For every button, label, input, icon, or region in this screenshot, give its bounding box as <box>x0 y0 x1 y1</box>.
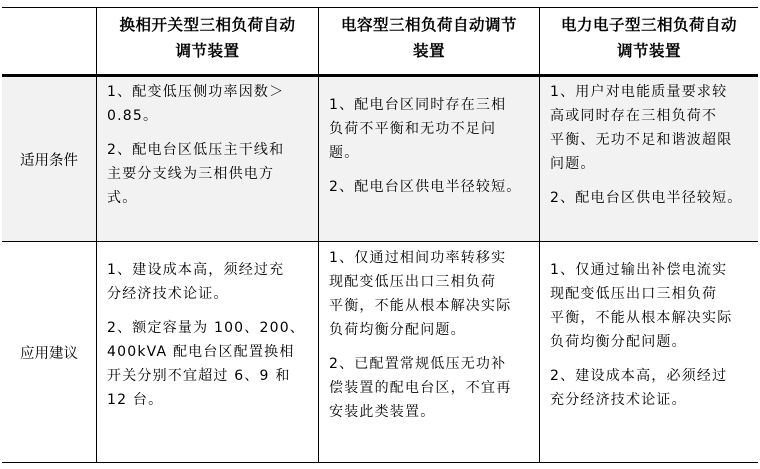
text-line: 1、配电台区同时存在三相 <box>329 97 507 113</box>
text-line: 1、仅通过相间功率转移实 <box>329 250 507 266</box>
paragraph <box>107 138 312 210</box>
text-line: 2、配电台区供电半径较短。 <box>550 190 743 206</box>
paragraph <box>329 246 533 342</box>
header-text-line: 装置 <box>412 42 445 60</box>
row-label-text: 应用建议 <box>20 345 78 362</box>
text-line: 分经济技术论证。 <box>107 286 229 302</box>
table-header-row <box>2 8 758 77</box>
header-text-line: 电容型三相负荷自动调节 <box>340 16 517 34</box>
text-line: 问题。 <box>550 156 596 172</box>
text-line: 现配变低压出口三相负荷 <box>550 286 718 302</box>
text-line: 题。 <box>329 145 360 161</box>
text-line: 1、仅通过输出补偿电流实 <box>550 262 728 278</box>
text-line: 式。 <box>107 190 138 206</box>
table-row-applicable-conditions <box>2 77 758 242</box>
text-line: 1、用户对电能质量要求较 <box>550 84 728 100</box>
text-line: 平衡、无功不足和谐波超限 <box>550 132 733 148</box>
row-label-text: 适用条件 <box>20 152 78 169</box>
text-line: 平衡，不能从根本解决实际 <box>329 298 512 314</box>
paragraph <box>550 80 752 176</box>
header-capacitor-type <box>318 8 539 74</box>
paragraph <box>550 186 752 210</box>
text-line: 2、额定容量为 100、200、 <box>107 320 306 336</box>
paragraph <box>550 258 752 354</box>
header-text-line: 电力电子型三相负荷自动 <box>560 16 737 34</box>
header-text-line: 换相开关型三相负荷自动 <box>119 16 296 34</box>
cell-conditions-power-electronic-type <box>539 77 758 241</box>
table-row-application-suggestions <box>2 242 758 462</box>
text-line: 1、配变低压侧功率因数＞ <box>107 84 285 100</box>
text-line: 400kVA 配电台区配置换相 <box>107 344 295 360</box>
cell-conditions-capacitor-type <box>318 77 539 241</box>
text-line: 2、配电台区供电半径较短。 <box>329 179 522 195</box>
text-line: 高或同时存在三相负荷不 <box>550 108 718 124</box>
cell-suggestions-power-electronic-type <box>539 242 758 462</box>
text-line: 2、建设成本高，必须经过 <box>550 368 728 384</box>
text-line: 1、建设成本高，须经过充 <box>107 262 285 278</box>
text-line: 12 台。 <box>107 392 164 408</box>
paragraph <box>550 364 752 412</box>
row-label-applicable-conditions <box>2 77 96 241</box>
text-line: 主要分支线为三相供电方 <box>107 166 275 182</box>
header-corner-cell <box>2 8 96 74</box>
paragraph <box>329 175 533 199</box>
cell-suggestions-capacitor-type <box>318 242 539 462</box>
text-line: 0.85。 <box>107 108 159 124</box>
paragraph <box>107 258 312 306</box>
cell-conditions-switch-type <box>96 77 318 241</box>
header-text-line: 调节装置 <box>616 42 681 60</box>
text-line: 偿装置的配电台区，不宜再 <box>329 380 512 396</box>
cell-suggestions-switch-type <box>96 242 318 462</box>
paragraph <box>329 352 533 424</box>
text-line: 现配变低压出口三相负荷 <box>329 274 497 290</box>
paragraph <box>107 316 312 412</box>
paragraph <box>329 93 533 165</box>
text-line: 安装此类装置。 <box>329 404 436 420</box>
header-switch-type <box>96 8 318 74</box>
header-power-electronic-type <box>539 8 758 74</box>
text-line: 负荷均衡分配问题。 <box>329 322 466 338</box>
text-line: 充分经济技术论证。 <box>550 392 687 408</box>
paragraph <box>107 80 312 128</box>
comparison-table <box>2 7 758 463</box>
text-line: 2、已配置常规低压无功补 <box>329 356 507 372</box>
text-line: 平衡，不能从根本解决实际 <box>550 310 733 326</box>
text-line: 2、配电台区低压主干线和 <box>107 142 285 158</box>
text-line: 负荷均衡分配问题。 <box>550 334 687 350</box>
header-text-line: 调节装置 <box>175 42 240 60</box>
row-label-application-suggestions <box>2 242 96 462</box>
text-line: 负荷不平衡和无功不足问 <box>329 121 497 137</box>
text-line: 开关分别不宜超过 6、9 和 <box>107 368 291 384</box>
